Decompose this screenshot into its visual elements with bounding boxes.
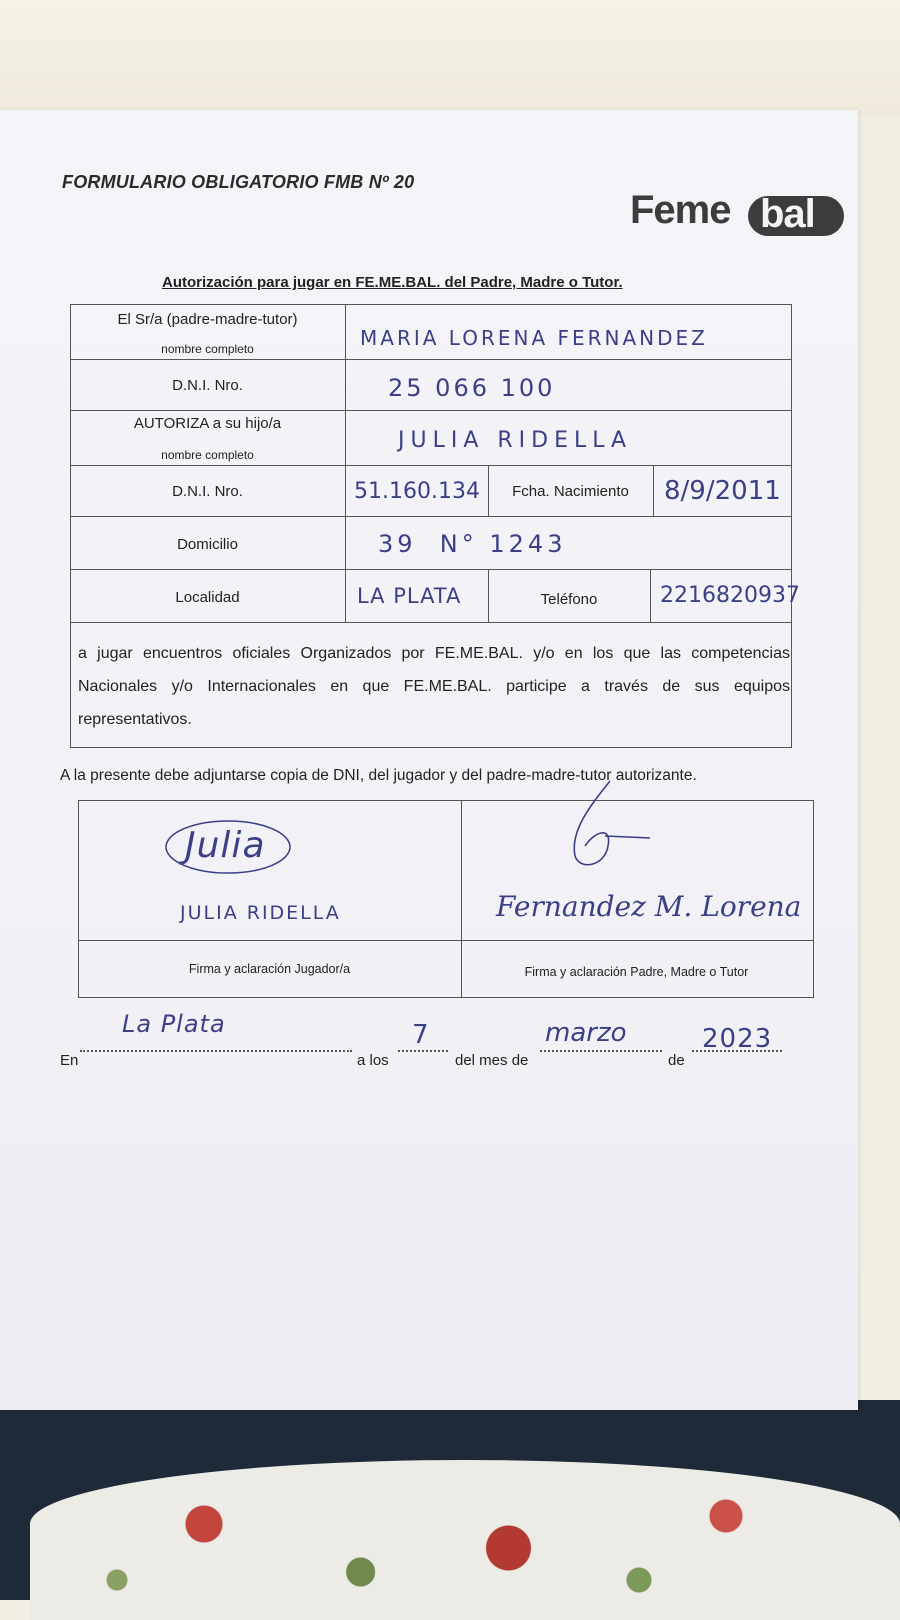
birth-date: 8/9/2011 [664, 476, 781, 506]
day: 7 [412, 1020, 432, 1050]
address: 39 N° 1243 [378, 530, 567, 558]
mes-label: del mes de [455, 1052, 529, 1069]
child-label: AUTORIZA a su hijo/a [133, 415, 282, 432]
city: LA PLATA [357, 584, 462, 608]
parent-name: MARIA LORENA FERNANDEZ [360, 326, 708, 350]
background-top [0, 0, 900, 115]
parent-sublabel: nombre completo [161, 342, 254, 356]
parent-signature: Fernandez M. Lorena [496, 890, 802, 923]
child-name: JULIA RIDELLA [398, 428, 633, 453]
parent-label: El Sr/a (padre-madre-tutor) [117, 311, 298, 328]
logo-text: Feme [630, 188, 731, 232]
player-signature-loop [158, 815, 298, 880]
parent-signature-flourish [550, 776, 660, 886]
child-dni: 51.160.134 [354, 479, 480, 504]
address-label: Domicilio [177, 536, 238, 553]
parent-dni-label: D.N.I. Nro. [172, 377, 243, 394]
place: La Plata [122, 1010, 226, 1038]
city-label: Localidad [175, 589, 240, 606]
child-sublabel: nombre completo [161, 448, 254, 462]
dni-copy-note: A la presente debe adjuntarse copia de DNI, del jugador y del padre-madre-tutor autorizante. [60, 767, 697, 784]
form-number: FORMULARIO OBLIGATORIO FMB Nº 20 [62, 172, 415, 192]
birth-date-label: Fcha. Nacimiento [512, 483, 629, 500]
floral-fabric [30, 1460, 900, 1620]
player-clarification: JULIA RIDELLA [180, 902, 341, 924]
authorization-text: a jugar encuentros oficiales Organizados por FE.ME.BAL. y/o en los que las competencias Nacionales y/o Internacionales en que FE.ME.BAL. participe a través de sus equipos representativos. [78, 645, 790, 728]
phone-label: Teléfono [540, 591, 598, 608]
form-subtitle: Autorización para jugar en FE.ME.BAL. del Padre, Madre o Tutor. [162, 274, 623, 291]
a-los-label: a los [357, 1052, 389, 1069]
parent-signature-label: Firma y aclaración Padre, Madre o Tutor [524, 965, 749, 979]
parent-dni: 25 066 100 [388, 374, 556, 402]
femebal-logo [630, 188, 845, 240]
en-label: En [60, 1052, 79, 1069]
de-label: de [668, 1052, 685, 1069]
logo-badge: bal [748, 196, 844, 236]
month: marzo [545, 1018, 627, 1048]
child-dni-label: D.N.I. Nro. [172, 483, 243, 500]
phone: 2216820937 [660, 583, 800, 608]
player-signature: Julia [185, 825, 266, 866]
year: 2023 [702, 1024, 773, 1054]
player-signature-label: Firma y aclaración Jugador/a [188, 962, 351, 976]
